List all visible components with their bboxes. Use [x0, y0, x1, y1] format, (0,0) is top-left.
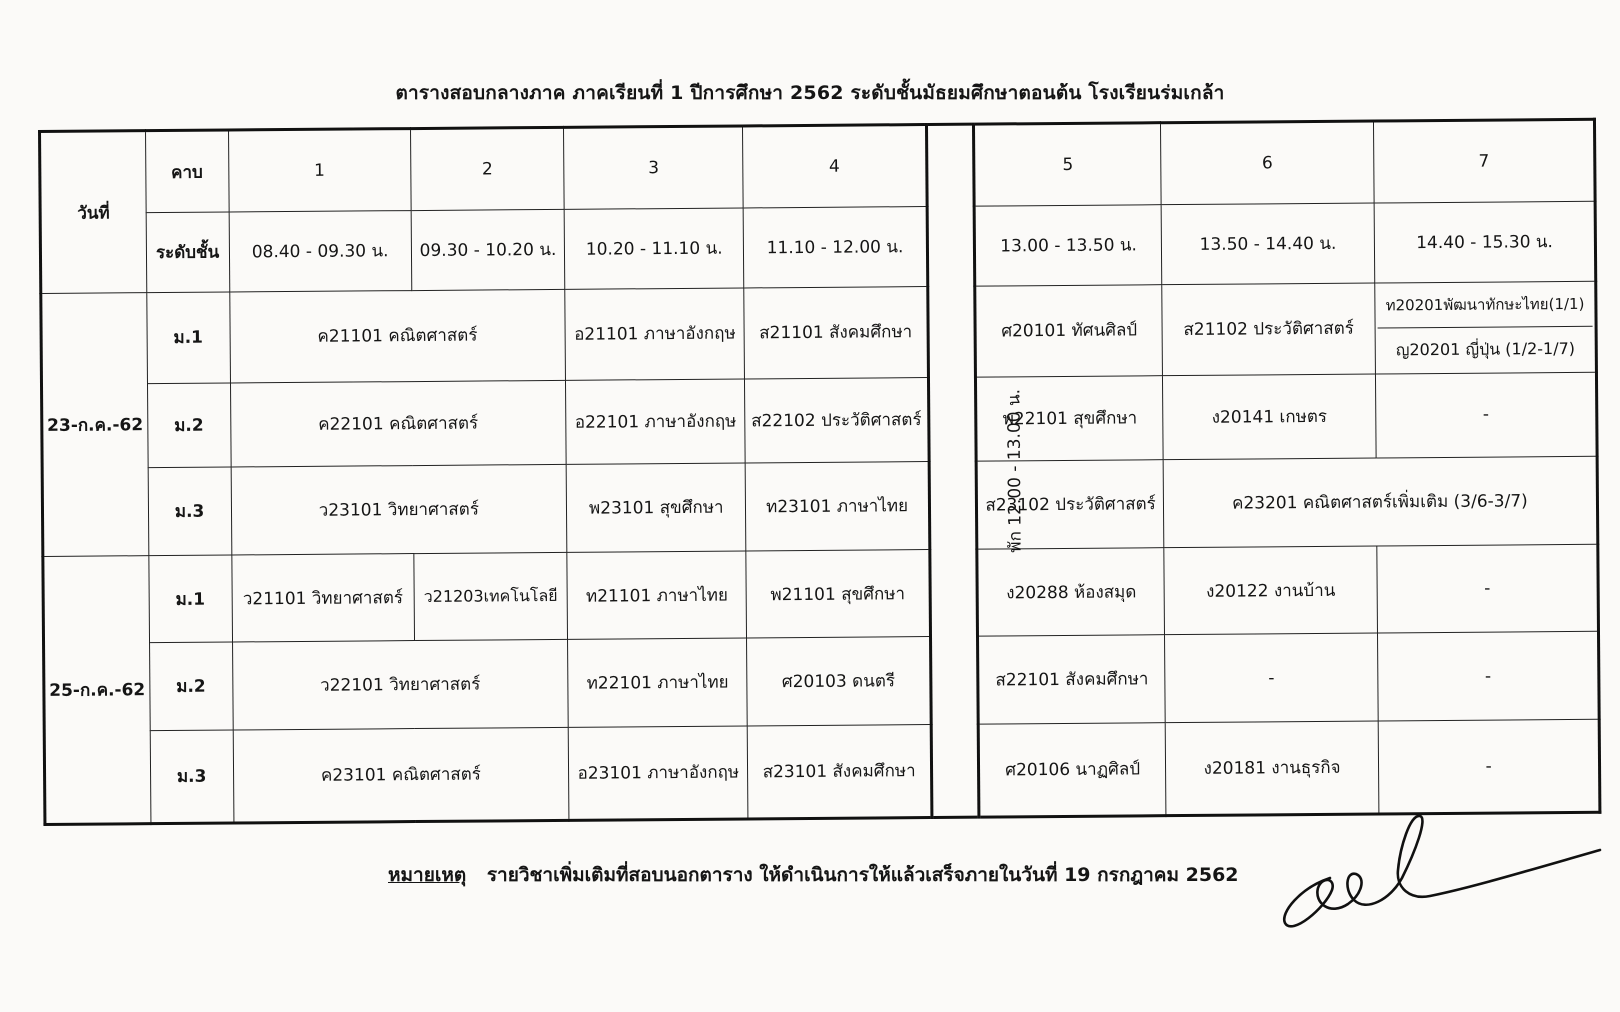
subject-cell: - — [1376, 372, 1597, 458]
time-period-6: 13.50 - 14.40 น. — [1161, 203, 1375, 285]
subject-cell: ง20288 ห้องสมุด — [977, 548, 1164, 636]
subject-cell: ส21101 สังคมศึกษา — [744, 287, 928, 379]
period-7: 7 — [1374, 119, 1595, 203]
table-row — [42, 456, 1598, 557]
subject-cell: ว21203เทคโนโลยี — [414, 553, 568, 641]
subject-cell: อ23101 ภาษาอังกฤษ — [568, 726, 748, 820]
period-3: 3 — [564, 126, 744, 210]
time-period-3: 10.20 - 11.10 น. — [564, 208, 744, 289]
header-row-periods — [40, 119, 1596, 213]
subject-cell: ง20181 งานธุรกิจ — [1165, 721, 1379, 815]
exam-date: 25-ก.ค.-62 — [43, 556, 151, 824]
subject-cell: ค23201 คณิตศาสตร์เพิ่มเติม (3/6-3/7) — [1163, 456, 1598, 548]
subject-cell-split — [1375, 281, 1596, 373]
subject-cell: พ22101 สุขศึกษา — [976, 375, 1163, 461]
grade-level: ม.2 — [149, 642, 233, 731]
header-row-times — [40, 201, 1596, 293]
grade-level: ม.2 — [147, 383, 231, 468]
period-5: 5 — [974, 123, 1161, 207]
subject-cell: ท22101 ภาษาไทย — [568, 638, 748, 728]
subject-cell: ส23102 ประวัติศาสตร์ — [977, 460, 1164, 550]
subject-cell: ง20141 เกษตร — [1162, 374, 1376, 460]
grade-level: ม.1 — [149, 555, 233, 642]
subject-cell: พ23101 สุขศึกษา — [566, 463, 746, 553]
table-row — [41, 281, 1597, 384]
subject-cell: ส21102 ประวัติศาสตร์ — [1162, 283, 1376, 375]
subject-cell: ศ20101 ทัศนศิลป์ — [975, 285, 1162, 377]
period-1: 1 — [228, 129, 411, 213]
time-period-4: 11.10 - 12.00 น. — [744, 207, 928, 288]
time-period-1: 08.40 - 09.30 น. — [229, 211, 412, 292]
subject-cell: ส22101 สังคมศึกษา — [978, 634, 1165, 724]
grade-level: ม.1 — [146, 292, 230, 383]
subject-cell: ว21101 วิทยาศาสตร์ — [231, 554, 414, 642]
table-row — [43, 545, 1599, 644]
time-period-7: 14.40 - 15.30 น. — [1374, 201, 1595, 283]
subject-cell: ท20201พัฒนาทักษะไทย(1/1) — [1378, 281, 1593, 328]
lunch-break-column — [926, 124, 1026, 817]
subject-cell: ค22101 คณิตศาสตร์ — [230, 380, 566, 467]
time-period-2: 09.30 - 10.20 น. — [411, 210, 565, 291]
subject-cell: ส22102 ประวัติศาสตร์ — [745, 377, 929, 463]
subject-cell: อ21101 ภาษาอังกฤษ — [565, 288, 745, 380]
footnote-label: หมายเหตุ — [388, 864, 467, 886]
subject-cell: - — [1378, 720, 1599, 814]
period-6: 6 — [1160, 121, 1374, 205]
lunch-break-label: พัก 12.00 - 13.00 น. — [1004, 388, 1026, 553]
grade-level: ม.3 — [148, 467, 232, 556]
exam-schedule-table — [38, 118, 1601, 826]
level-header: ระดับชั้น — [146, 212, 230, 293]
subject-cell: ว23101 วิทยาศาสตร์ — [231, 464, 567, 555]
subject-cell: ค21101 คณิตศาสตร์ — [229, 290, 565, 383]
subject-cell: ค23101 คณิตศาสตร์ — [233, 728, 569, 823]
subject-cell: - — [1378, 631, 1599, 721]
day-header: วันที่ — [40, 131, 147, 294]
exam-date: 23-ก.ค.-62 — [41, 293, 149, 557]
subject-cell: อ22101 ภาษาอังกฤษ — [566, 379, 746, 465]
subject-cell: พ21101 สุขศึกษา — [746, 550, 930, 638]
subject-cell: ท21101 ภาษาไทย — [567, 551, 747, 639]
period-4: 4 — [743, 125, 927, 209]
period-header: คาบ — [145, 130, 229, 213]
footnote — [388, 860, 1239, 890]
subject-cell: ศ20103 ดนตรี — [747, 636, 931, 726]
table-row — [44, 631, 1600, 732]
period-2: 2 — [410, 127, 564, 210]
handwritten-signature — [1270, 808, 1610, 948]
subject-cell: ง20122 งานบ้าน — [1164, 546, 1378, 634]
time-period-5: 13.00 - 13.50 น. — [975, 205, 1162, 286]
subject-cell: ญ20201 ญี่ปุ่น (1/2-1/7) — [1395, 339, 1576, 360]
footnote-text: รายวิชาเพิ่มเติมที่สอบนอกตาราง ให้ดำเนินการให้แล้วเสร็จภายในวันที่ 19 กรกฎาคม 2562 — [486, 864, 1239, 886]
grade-level: ม.3 — [150, 730, 234, 823]
subject-cell: ท23101 ภาษาไทย — [746, 461, 930, 551]
subject-cell: - — [1377, 545, 1598, 633]
subject-cell: ศ20106 นาฏศิลป์ — [979, 723, 1166, 817]
subject-cell: ส23101 สังคมศึกษา — [748, 725, 932, 819]
subject-cell: - — [1164, 633, 1378, 723]
table-row — [41, 372, 1597, 468]
page-title: ตารางสอบกลางภาค ภาคเรียนที่ 1 ปีการศึกษา 2562 ระดับชั้นมัธยมศึกษาตอนต้น โรงเรียนร่มเกล้า — [395, 82, 1225, 104]
subject-cell: ว22101 วิทยาศาสตร์ — [232, 639, 568, 730]
